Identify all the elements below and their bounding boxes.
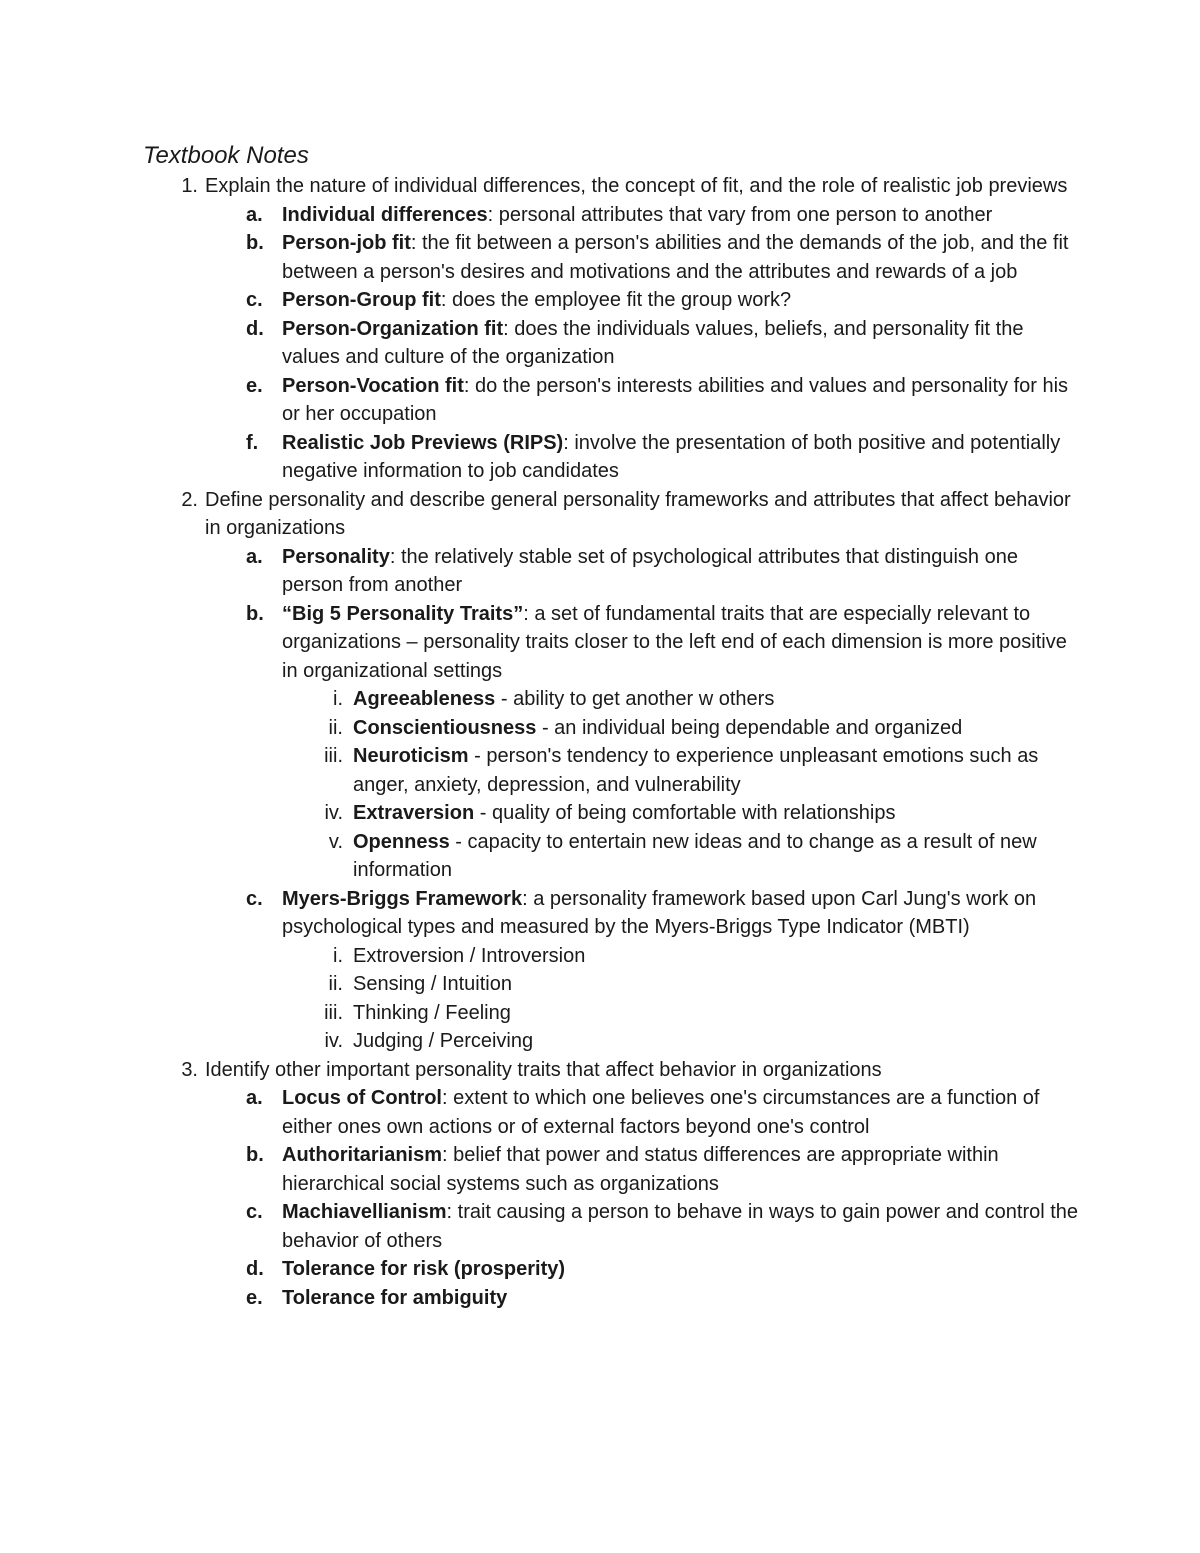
definition: : a personality framework based upon Carl Jung's work on psychological types and measured by the Myers-Briggs Type Indicator (MBTI)	[282, 887, 1037, 938]
outline-list	[143, 172, 1083, 1312]
item-letter: a.	[246, 545, 263, 568]
sub-item-text	[353, 999, 1083, 1028]
document-title: Textbook Notes	[143, 142, 309, 169]
sub-item-numeral: i.	[333, 688, 343, 710]
item-text	[282, 600, 1083, 686]
section-item	[143, 486, 1083, 543]
item-text	[282, 885, 1083, 942]
definition: : does the individuals values, beliefs, and personality fit the values and culture of the organization	[282, 317, 1024, 368]
item-text	[282, 286, 1083, 315]
item-letter: b.	[246, 1144, 264, 1166]
term: Conscientiousness	[353, 716, 537, 739]
term: Neuroticism	[353, 745, 469, 767]
section-heading: Define personality and describe general personality frameworks and attributes that affect behavior in organizations	[205, 488, 1071, 539]
item-letter: d.	[246, 1258, 264, 1280]
definition: Extroversion / Introversion	[353, 944, 586, 967]
definition: Judging / Perceiving	[353, 1030, 534, 1052]
sub-list-item	[143, 714, 1083, 743]
term: Person-Vocation fit	[282, 374, 464, 397]
list-item	[143, 543, 1083, 600]
sub-item-text	[353, 942, 1083, 971]
list-item	[143, 286, 1083, 315]
term: Tolerance for ambiguity	[282, 1286, 508, 1309]
list-item	[143, 885, 1083, 942]
item-letter: e.	[246, 1286, 263, 1309]
definition: Sensing / Intuition	[353, 973, 512, 995]
definition: - ability to get another w others	[495, 688, 775, 710]
definition: : personal attributes that vary from one person to another	[487, 203, 993, 226]
definition: : do the person's interests abilities and values and personality for his or her occupation	[282, 374, 1069, 425]
item-text	[282, 229, 1083, 286]
item-text	[282, 372, 1083, 429]
term: Extraversion	[353, 802, 475, 824]
definition: : belief that power and status differences are appropriate within hierarchical social systems such as organizations	[282, 1144, 999, 1195]
section-item	[143, 172, 1083, 201]
list-item	[143, 315, 1083, 372]
item-letter: b.	[246, 602, 264, 625]
term: Personality	[282, 545, 390, 568]
item-text	[282, 543, 1083, 600]
sub-item-numeral: i.	[333, 944, 343, 967]
term: Person-Organization fit	[282, 317, 504, 340]
term: “Big 5 Personality Traits”	[282, 602, 524, 625]
item-letter: c.	[246, 1201, 263, 1223]
sub-list-item	[143, 742, 1083, 799]
item-letter: f.	[246, 431, 259, 454]
definition: : does the employee fit the group work?	[440, 289, 792, 311]
term: Individual differences	[282, 203, 488, 226]
sub-list-item	[143, 970, 1083, 999]
definition: - capacity to entertain new ideas and to change as a result of new information	[353, 830, 1037, 881]
section-heading: Identify other important personality traits that affect behavior in organizations	[205, 1058, 882, 1081]
item-letter: b.	[246, 232, 264, 254]
sub-item-text	[353, 1027, 1083, 1056]
list-item	[143, 1084, 1083, 1141]
list-item	[143, 1198, 1083, 1255]
term: Agreeableness	[353, 688, 496, 710]
sub-item-text	[353, 742, 1083, 799]
item-letter: a.	[246, 1087, 263, 1109]
sub-item-numeral: ii.	[328, 973, 343, 995]
sub-list-item	[143, 799, 1083, 828]
section-heading: Explain the nature of individual differences, the concept of fit, and the role of realistic job previews	[205, 175, 1068, 197]
term: Realistic Job Previews (RIPS)	[282, 431, 564, 454]
sub-item-numeral: iii.	[324, 1001, 343, 1024]
item-text	[282, 429, 1083, 486]
item-letter: c.	[246, 887, 263, 910]
sub-item-numeral: iv.	[324, 1030, 343, 1052]
definition: : a set of fundamental traits that are especially relevant to organizations – personality traits closer to the left end of each dimension is more positive in organizational settings	[282, 602, 1067, 682]
definition: : involve the presentation of both positive and potentially negative information to job candidates	[282, 431, 1061, 482]
list-item	[143, 372, 1083, 429]
definition: - quality of being comfortable with relationships	[474, 802, 896, 824]
list-item	[143, 1284, 1083, 1313]
list-item	[143, 201, 1083, 230]
sub-item-numeral: v.	[328, 830, 343, 853]
definition: : extent to which one believes one's circumstances are a function of either ones own actions or of external factors beyond one's control	[282, 1087, 1040, 1138]
item-letter: a.	[246, 203, 263, 226]
term: Myers-Briggs Framework	[282, 887, 523, 910]
notes-document	[143, 140, 1083, 1312]
sub-item-text	[353, 799, 1083, 828]
section-number: 2.	[181, 488, 198, 511]
item-text	[282, 1141, 1083, 1198]
section-item	[143, 1056, 1083, 1085]
sub-list-item	[143, 1027, 1083, 1056]
definition: : the fit between a person's abilities and the demands of the job, and the fit between a person's desires and motivations and the attributes and rewards of a job	[282, 232, 1069, 283]
section-number: 3.	[181, 1058, 198, 1081]
term: Tolerance for risk (prosperity)	[282, 1258, 566, 1280]
term: Machiavellianism	[282, 1201, 447, 1223]
list-item	[143, 229, 1083, 286]
definition: : trait causing a person to behave in ways to gain power and control the behavior of others	[282, 1201, 1079, 1252]
list-item	[143, 1255, 1083, 1284]
item-text	[282, 1198, 1083, 1255]
term: Locus of Control	[282, 1087, 442, 1109]
list-item	[143, 600, 1083, 686]
item-letter: d.	[246, 317, 264, 340]
item-text	[282, 1255, 1083, 1284]
section-number: 1.	[181, 175, 198, 197]
list-item	[143, 429, 1083, 486]
term: Authoritarianism	[282, 1144, 443, 1166]
sub-item-text	[353, 714, 1083, 743]
term: Person-job fit	[282, 232, 411, 254]
term: Person-Group fit	[282, 289, 441, 311]
list-item	[143, 1141, 1083, 1198]
sub-list-item	[143, 828, 1083, 885]
item-text	[282, 1084, 1083, 1141]
item-letter: c.	[246, 289, 263, 311]
item-text	[282, 1284, 1083, 1313]
sub-item-text	[353, 970, 1083, 999]
item-text	[282, 315, 1083, 372]
sub-item-numeral: ii.	[328, 716, 343, 739]
item-text	[282, 201, 1083, 230]
definition: - an individual being dependable and organized	[536, 716, 963, 739]
sub-list-item	[143, 942, 1083, 971]
definition: Thinking / Feeling	[353, 1001, 511, 1024]
sub-list-item	[143, 685, 1083, 714]
definition: : the relatively stable set of psychological attributes that distinguish one person from another	[282, 545, 1018, 596]
sub-item-text	[353, 685, 1083, 714]
item-letter: e.	[246, 374, 263, 397]
sub-item-numeral: iv.	[324, 802, 343, 824]
sub-item-numeral: iii.	[324, 745, 343, 767]
sub-list-item	[143, 999, 1083, 1028]
sub-item-text	[353, 828, 1083, 885]
term: Openness	[353, 830, 450, 853]
definition: - person's tendency to experience unpleasant emotions such as anger, anxiety, depression, and vulnerability	[353, 745, 1039, 796]
